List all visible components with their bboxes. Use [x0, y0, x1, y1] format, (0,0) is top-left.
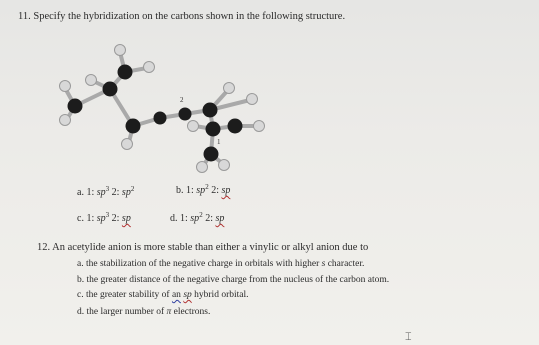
question-12-text: 12. An acetylide anion is more stable than either a vinylic or alkyl anion due to: [37, 242, 369, 253]
choice-b[interactable]: b. 1: $sp^2$ 2: sp: [176, 183, 231, 196]
option-c[interactable]: c. the greater stability of an sp hybrid orbital.: [77, 290, 249, 300]
question-11-text: 11. Specify the hybridization on the carbons shown in the following structure.: [18, 11, 346, 22]
molecule-structure-image: [45, 34, 285, 174]
atom-label-1: 1: [217, 138, 221, 146]
text-cursor-icon: ⌶: [405, 330, 412, 343]
option-d[interactable]: d. the larger number of π electrons.: [77, 307, 211, 317]
choice-c[interactable]: c. 1: $sp^3$ 2: sp: [77, 211, 131, 224]
option-b[interactable]: b. the greater distance of the negative charge from the nucleus of the carbon atom.: [77, 275, 390, 285]
atom-label-2: 2: [180, 96, 184, 104]
option-a[interactable]: a. the stabilization of the negative charge in orbitals with higher s character.: [77, 259, 365, 269]
choice-a[interactable]: a. 1: $sp^3$ 2: $sp^2$: [77, 185, 135, 198]
choice-d[interactable]: d. 1: $sp^2$ 2: sp: [170, 211, 225, 224]
